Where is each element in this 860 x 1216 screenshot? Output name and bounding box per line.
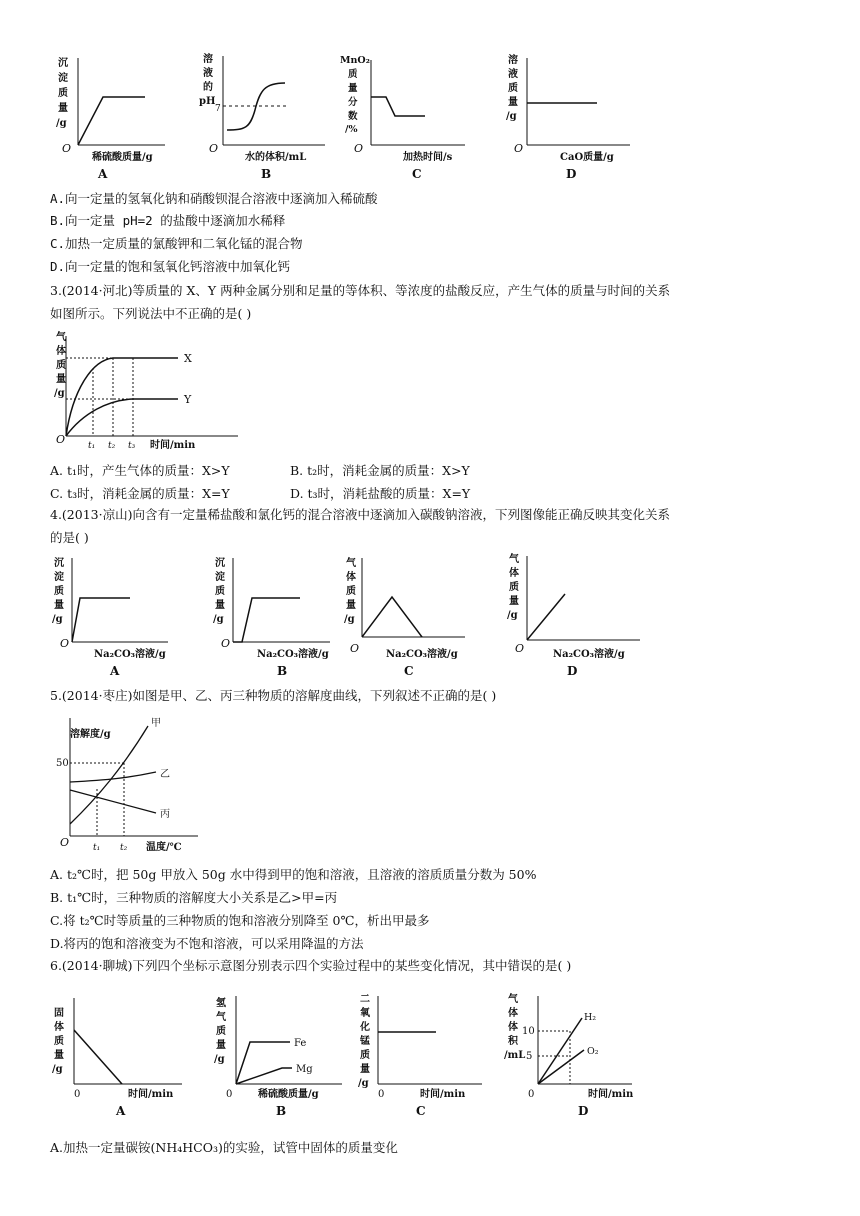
q5-option-c: C.将 t₂℃时等质量的三种物质的饱和溶液分别降至 0℃，析出甲最多 [50,913,430,928]
svg-text:数: 数 [348,111,358,122]
svg-text:体: 体 [54,1022,64,1033]
tick-t3: t₃ [128,441,136,451]
svg-text:质: 质 [508,83,518,94]
svg-text:液: 液 [508,69,518,80]
tick-t2: t₂ [108,441,116,451]
svg-text:沉: 沉 [215,558,225,569]
q5-option-a: A. t₂℃时，把 50g 甲放入 50g 水中得到甲的饱和溶液，且溶液的溶质质量分数为 50% [50,867,537,882]
origin-label: O [514,142,524,155]
svg-text:气: 气 [56,332,66,343]
origin-label: O [56,433,66,446]
svg-text:氢: 氢 [216,998,226,1009]
y-axis-label [340,55,370,135]
svg-text:体: 体 [508,1022,518,1033]
svg-text:MnO₂: MnO₂ [340,55,370,66]
graph-row1-D [500,50,635,185]
tick-t2: t₂ [120,843,128,853]
x-axis-label: 时间/min [128,1089,174,1100]
tick-t1: t₁ [88,441,96,451]
svg-text:氧: 氧 [360,1008,370,1019]
svg-text:气: 气 [216,1012,226,1023]
svg-text:体: 体 [508,1008,518,1019]
tick-50: 50 [56,758,69,769]
svg-text:/g: /g [56,118,67,129]
tick-5: 5 [526,1051,533,1062]
figure-caption: C [412,167,422,181]
q3-option-c: C. t₃时，消耗金属的质量：X=Y [50,486,230,501]
figure-caption: B [261,167,272,181]
tick-10: 10 [522,1026,535,1037]
y-axis-label [506,53,518,122]
x-axis-label: 水的体积/mL [245,152,307,163]
y-axis-label [56,56,68,129]
label-fe: Fe [294,1038,307,1049]
ph7-tick: 7 [215,104,221,114]
svg-text:/g: /g [506,111,517,122]
q3-options-row2 [50,486,470,502]
graph-q4-A [48,552,178,684]
origin-label: O [354,142,364,155]
y-axis-label [52,556,64,625]
svg-text:/g: /g [214,1054,225,1065]
q6-stem: 6.(2014·聊城)下列四个坐标示意图分别表示四个实验过程中的某些变化情况，其中错误的是( ) [50,958,572,973]
svg-text:质: 质 [56,360,66,371]
q2-option-c: C.加热一定质量的氯酸钾和二氧化锰的混合物 [50,236,303,251]
svg-text:/g: /g [344,614,355,625]
curve-x [66,358,178,436]
svg-text:的: 的 [203,82,213,93]
svg-text:淀: 淀 [215,572,225,583]
q3-option-d: D. t₃时，消耗盐酸的质量：X=Y [290,486,471,501]
x-axis-label: 温度/℃ [146,842,182,853]
graph-row1-B [195,50,330,185]
q4-stem-line1: 4.(2013·凉山)向含有一定量稀盐酸和氯化钙的混合溶液中逐滴加入碳酸钠溶液，下列图像能正确反映其变化关系 [50,507,670,522]
svg-text:溶: 溶 [508,55,518,66]
x-axis-label: 稀硫酸质量/g [92,152,153,163]
svg-text:体: 体 [56,346,66,357]
svg-text:质: 质 [346,586,356,597]
svg-text:量: 量 [56,374,66,385]
x-axis-label: Na₂CO₃溶液/g [94,649,166,660]
x-axis-label: Na₂CO₃溶液/g [553,649,625,660]
origin-label: 0 [378,1089,385,1100]
svg-text:/%: /% [345,124,358,135]
graph-q4-C [340,552,480,684]
svg-text:分: 分 [348,97,358,108]
origin-label: 0 [528,1089,535,1100]
svg-text:量: 量 [509,596,519,607]
label-y: Y [184,393,192,406]
x-axis-label: 时间/min [420,1089,466,1100]
svg-text:体: 体 [509,568,519,579]
svg-text:量: 量 [215,600,225,611]
graph-row1-C [340,50,475,185]
figure-caption: C [404,664,414,678]
origin-label: O [62,142,72,155]
x-axis-label: CaO质量/g [560,152,614,163]
q3-options-row1 [50,463,470,479]
figure-caption: A [110,664,120,678]
figure-caption: D [578,1104,589,1118]
graph-q4-B [205,552,335,684]
svg-text:质: 质 [509,582,519,593]
label-yi: 乙 [160,769,170,780]
svg-text:质: 质 [360,1050,370,1061]
svg-text:/g: /g [213,614,224,625]
graph-q4-D [505,552,645,684]
svg-text:液: 液 [203,68,213,79]
svg-text:二: 二 [360,994,370,1005]
y-axis-label [54,330,67,399]
x-axis-label: 加热时间/s [403,152,453,163]
graph-q6-A [50,990,190,1122]
figure-caption: C [416,1104,426,1118]
svg-text:质: 质 [54,586,64,597]
q3-option-b: B. t₂时，消耗金属的质量：X>Y [290,463,470,478]
curve-mg [236,1068,292,1084]
graph-q5 [48,712,208,862]
origin-label: O [60,637,70,650]
q5-option-d: D.将丙的饱和溶液变为不饱和溶液，可以采用降温的方法 [50,936,364,951]
y-axis-label [507,552,520,621]
svg-text:/g: /g [54,388,65,399]
curve [74,1030,122,1084]
origin-label: O [350,642,360,655]
label-mg: Mg [296,1064,313,1075]
svg-text:淀: 淀 [54,572,64,583]
svg-text:量: 量 [216,1040,226,1051]
x-axis-label: 时间/min [150,440,196,451]
figure-caption: A [116,1104,126,1118]
q5-option-b: B. t₁℃时，三种物质的溶解度大小关系是乙>甲=丙 [50,890,338,905]
y-axis-label [214,996,227,1065]
svg-text:量: 量 [54,1050,64,1061]
svg-text:溶: 溶 [203,54,213,65]
svg-text:质: 质 [348,69,358,80]
y-axis-label [199,52,215,107]
x-axis-label: Na₂CO₃溶液/g [386,649,458,660]
svg-text:锰: 锰 [360,1036,370,1047]
label-x: X [184,352,192,365]
figure-caption: B [277,664,288,678]
figure-caption: B [276,1104,287,1118]
svg-text:pH: pH [199,96,216,107]
curve-o2 [538,1050,584,1084]
figure-caption: D [567,664,578,678]
svg-text:/mL: /mL [504,1050,526,1061]
svg-text:量: 量 [54,600,64,611]
svg-text:沉: 沉 [58,58,68,69]
curve [78,97,145,145]
curve-bing [70,790,156,813]
label-o2: O₂ [587,1046,599,1057]
svg-text:质: 质 [58,88,68,99]
svg-text:/g: /g [507,610,518,621]
graph-q6-D [500,990,640,1122]
graph-q3 [48,328,248,456]
origin-label: O [515,642,525,655]
svg-text:化: 化 [360,1022,370,1033]
origin-label: 0 [226,1089,233,1100]
svg-text:/g: /g [52,614,63,625]
y-axis-label [344,556,357,625]
svg-text:气: 气 [509,554,519,565]
figure-caption: D [566,167,577,181]
svg-text:质: 质 [54,1036,64,1047]
svg-text:气: 气 [508,994,518,1005]
curve [527,594,565,640]
curve-h2 [538,1018,582,1084]
label-bing: 丙 [160,809,170,820]
svg-text:量: 量 [508,97,518,108]
svg-text:积: 积 [508,1036,518,1047]
y-axis-label [52,1006,64,1075]
q4-stem-line2: 的是( ) [50,530,89,545]
curve [72,598,130,642]
q6-option-a: A.加热一定量碳铵(NH₄HCO₃)的实验，试管中固体的质量变化 [50,1140,398,1155]
q5-stem: 5.(2014·枣庄)如图是甲、乙、丙三种物质的溶解度曲线，下列叙述不正确的是( ) [50,688,497,703]
q2-option-a: A.向一定量的氢氧化钠和硝酸钡混合溶液中逐滴加入稀硫酸 [50,191,378,206]
svg-text:量: 量 [348,83,358,94]
svg-text:质: 质 [216,1026,226,1037]
x-axis-label: 稀硫酸质量/g [258,1089,319,1100]
q2-option-d: D.向一定量的饱和氢氧化钙溶液中加氧化钙 [50,259,291,274]
label-h2: H₂ [584,1012,597,1023]
y-axis-label [358,993,371,1089]
origin-label: O [60,836,70,849]
graph-q6-C [350,990,490,1122]
tick-t1: t₁ [93,843,101,853]
svg-text:/g: /g [358,1078,369,1089]
svg-text:量: 量 [360,1064,370,1075]
svg-text:气: 气 [346,558,356,569]
svg-text:/g: /g [52,1064,63,1075]
svg-text:沉: 沉 [54,558,64,569]
x-axis-label: Na₂CO₃溶液/g [257,649,329,660]
curve-fe [236,1042,290,1084]
q3-option-a: A. t₁时，产生气体的质量：X>Y [50,463,230,478]
q3-stem-line2: 如图所示。下列说法中不正确的是( ) [50,306,252,321]
origin-label: 0 [74,1089,81,1100]
svg-text:淀: 淀 [58,73,68,84]
x-axis-label: 时间/min [588,1089,634,1100]
y-axis-label: 溶解度/g [70,729,111,740]
svg-text:体: 体 [346,572,356,583]
q3-stem-line1: 3.(2014·河北)等质量的 X、Y 两种金属分别和足量的等体积、等浓度的盐酸反应，产生气体的质量与时间的关系 [50,283,671,298]
svg-text:质: 质 [215,586,225,597]
y-axis-label [213,556,225,625]
curve [362,597,422,637]
svg-text:量: 量 [58,103,68,114]
figure-caption: A [98,167,108,181]
origin-label: O [221,637,231,650]
origin-label: O [209,142,219,155]
curve [371,97,425,116]
curve-y [66,399,178,436]
svg-text:固: 固 [54,1008,64,1019]
q2-option-b: B.向一定量 pH=2 的盐酸中逐滴加水稀释 [50,213,286,228]
curve-jia [70,726,148,824]
graph-q6-B [210,990,350,1122]
svg-text:量: 量 [346,600,356,611]
graph-row1-A [40,50,170,185]
label-jia: 甲 [151,718,161,729]
curve [233,598,300,642]
